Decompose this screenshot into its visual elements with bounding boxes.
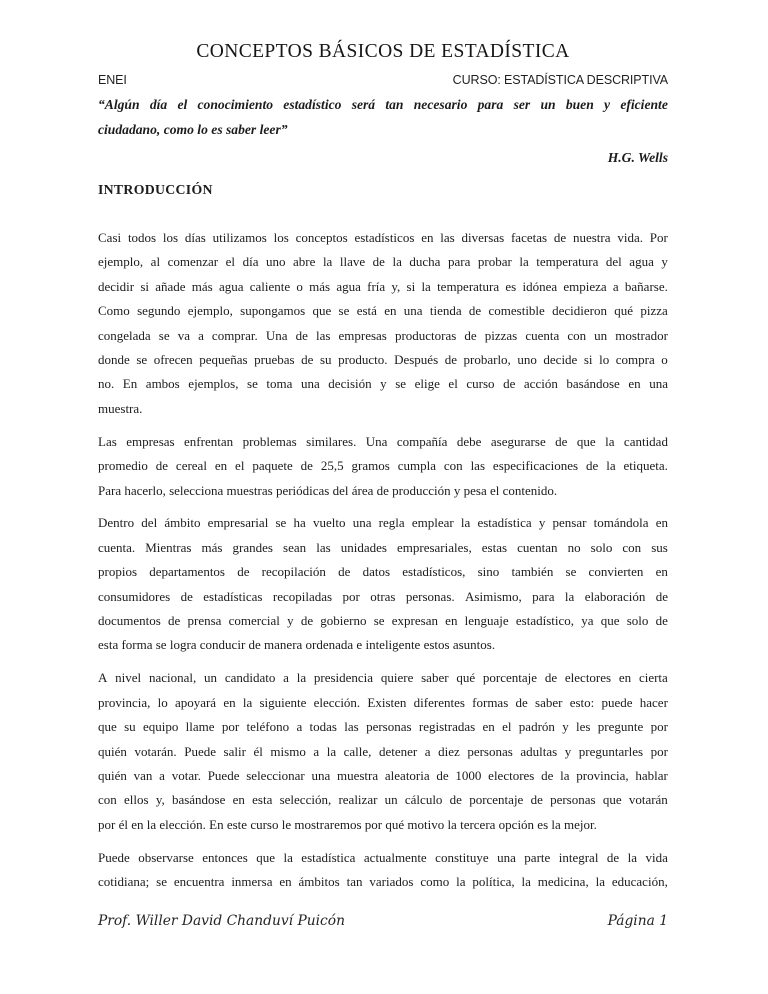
paragraph-line: que su equipo llame por teléfono a todas las personas registradas en el padrón y les pregunte por [98, 719, 668, 735]
paragraph-line: no. En ambos ejemplos, se toma una decisión y se elige el curso de acción basándose en una [98, 376, 668, 392]
institution-label: ENEI [98, 73, 127, 87]
section-heading: INTRODUCCIÓN [98, 182, 213, 197]
quote-line: “Algún día el conocimiento estadístico será tan necesario para ser un buen y eficiente [98, 97, 668, 112]
paragraph [98, 511, 668, 657]
paragraph [98, 666, 668, 837]
paragraph-line: promedio de cereal en el paquete de 25,5 gramos cumpla con las especificaciones de la etiqueta. [98, 458, 668, 474]
paragraph-line: quién votarán. Puede salir él mismo a la calle, detener a diez personas adultas y preguntarles por [98, 743, 668, 759]
paragraph-line: propios departamentos de recopilación de datos estadísticos, sino también se convierten en [98, 564, 668, 580]
quote-line: ciudadano, como lo es saber leer” [98, 122, 288, 137]
paragraph-line: Dentro del ámbito empresarial se ha vuelto una regla emplear la estadística y pensar tomándola en [98, 515, 668, 531]
paragraph [98, 846, 668, 895]
paragraph-line: cuenta. Mientras más grandes sean las unidades empresariales, estas cuentan no solo con sus [98, 539, 668, 555]
course-header-row [98, 73, 668, 88]
page-footer [98, 912, 668, 930]
paragraph-line: ejemplo, al comenzar el día uno abre la llave de la ducha para probar la temperatura del agua y [98, 254, 668, 270]
paragraph-line: A nivel nacional, un candidato a la presidencia quiere saber qué porcentaje de electores en cierta [98, 670, 668, 686]
paragraph [98, 430, 668, 503]
paragraph-line: Para hacerlo, selecciona muestras periódicas del área de producción y pesa el contenido. [98, 482, 558, 498]
footer-author: Prof. Willer David Chanduví Puicón [98, 913, 345, 929]
paragraph-line: donde se ofrecen pequeñas pruebas de su producto. Después de probarlo, uno decide si lo compra o [98, 351, 668, 367]
paragraph-line: Casi todos los días utilizamos los conceptos estadísticos en las diversas facetas de nuestra vida. Por [98, 230, 668, 245]
paragraph-line: congelada se va a comprar. Una de las empresas productoras de pizzas cuenta con un mostrador [98, 327, 668, 343]
document-content [98, 0, 668, 994]
paragraph-line: decidir si añade más agua caliente o más agua fría y, si la temperatura es idónea empieza a bañarse. [98, 278, 668, 294]
paragraph-line: Las empresas enfrentan problemas similares. Una compañía debe asegurarse de que la cantidad [98, 433, 668, 449]
paragraph-line: Puede observarse entonces que la estadística actualmente constituye una parte integral de la vida [98, 849, 668, 865]
quote-attribution: H.G. Wells [607, 150, 668, 165]
footer-page-number: Página 1 [607, 913, 668, 929]
paragraph-line: con ellos y, basándose en esta selección, realizar un cálculo de porcentaje de personas que votarán [98, 792, 668, 808]
paragraph-line: quién van a votar. Puede seleccionar una muestra aleatoria de 1000 electores de la provincia, hablar [98, 767, 668, 783]
paragraph-line: provincia, lo apoyará en la siguiente elección. Existen diferentes formas de saber esto: puede hacer [98, 694, 668, 710]
course-label: CURSO: ESTADÍSTICA DESCRIPTIVA [452, 73, 668, 87]
paragraph-line: consumidores de estadísticas recopiladas por otras personas. Asimismo, para la elaboración de [98, 588, 668, 604]
paragraph [98, 226, 668, 421]
paragraph-line: esta forma se logra conducir de manera ordenada e inteligente estos asuntos. [98, 637, 496, 653]
paragraph-line: cotidiana; se encuentra inmersa en ámbitos tan variados como la política, la medicina, la educación, [98, 874, 668, 890]
paragraph-line: documentos de prensa comercial y de gobierno se expresan en lenguaje estadístico, ya que solo de [98, 613, 668, 629]
paragraph-line: Como segundo ejemplo, supongamos que se está en una tienda de comestible decidieron qué pizza [98, 303, 668, 319]
paragraph-line: por él en la elección. En este curso le mostraremos por qué motivo la tercera opción es la mejor. [98, 816, 597, 832]
body-text [98, 226, 668, 895]
page-title: CONCEPTOS BÁSICOS DE ESTADÍSTICA [196, 41, 570, 62]
paragraph-line: muestra. [98, 400, 143, 416]
quote-block [98, 92, 668, 142]
